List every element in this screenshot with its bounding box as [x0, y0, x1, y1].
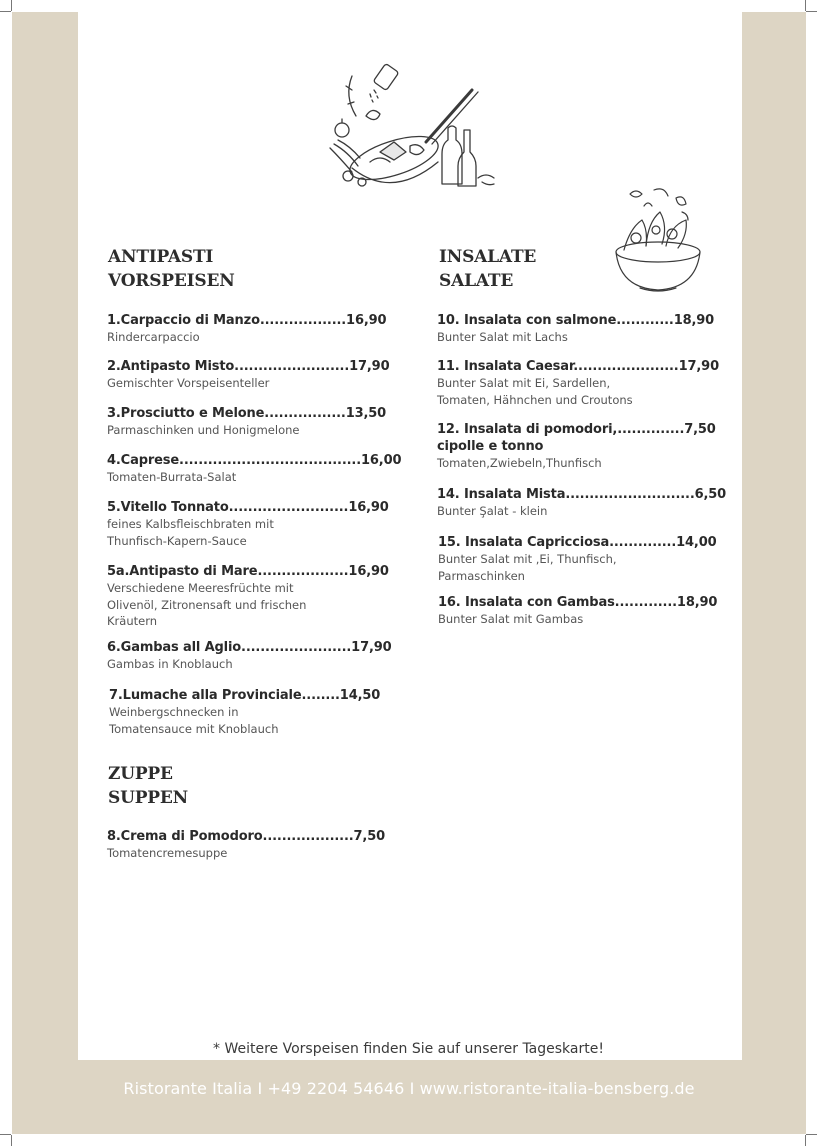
menu-item: [437, 358, 719, 408]
menu-item-name: 8.Crema di Pomodoro...................7,50: [107, 829, 386, 844]
insalate-title-line2: SALATE: [439, 271, 514, 291]
menu-item: [107, 499, 389, 549]
menu-item-desc: Verschiedene Meeresfrüchte mit Olivenöl, Zitronensaft und frischen Kräutern: [107, 581, 307, 628]
crop-mark: [0, 1134, 11, 1135]
menu-item: [107, 828, 385, 862]
menu-item: [107, 563, 389, 630]
menu-item-name: 2.Antipasto Misto........................17,90: [107, 359, 390, 374]
menu-item: [438, 534, 717, 584]
antipasti-title-line1: ANTIPASTI: [108, 247, 214, 267]
menu-item-name: 4.Caprese......................................16,00: [107, 453, 402, 468]
menu-item: [107, 312, 386, 346]
zuppe-title-line1: ZUPPE: [108, 764, 173, 784]
menu-item: [109, 687, 380, 737]
menu-item-desc: Gemischter Vorspeisenteller: [107, 376, 270, 390]
crop-mark: [11, 0, 12, 11]
menu-item-desc: Bunter Salat mit Gambas: [438, 612, 584, 626]
crop-mark: [806, 1134, 817, 1135]
menu-item-name: 10. Insalata con salmone............18,90: [437, 313, 715, 328]
menu-item-desc: feines Kalbsfleischbraten mit Thunfisch-Kapern-Sauce: [107, 517, 274, 548]
menu-item-desc: Tomatencremesuppe: [107, 846, 228, 860]
menu-item: [107, 405, 386, 439]
menu-item: [438, 594, 717, 628]
menu-item-desc: Bunter Salat mit Lachs: [437, 330, 568, 344]
menu-item: [437, 312, 714, 346]
menu-item-desc: Bunter Salat mit ,Ei, Thunfisch, Parmaschinken: [438, 552, 617, 583]
right-beige-border: [742, 12, 806, 1134]
crop-mark: [805, 0, 806, 11]
menu-item: [437, 421, 716, 472]
menu-item-name: 15. Insalata Capricciosa..............14,00: [438, 535, 717, 550]
menu-item-name: 1.Carpaccio di Manzo..................16,90: [107, 313, 387, 328]
footer-contact: Ristorante Italia I +49 2204 54646 I www.ristorante-italia-bensberg.de: [123, 1079, 695, 1098]
menu-item-desc: Tomaten-Burrata-Salat: [107, 470, 237, 484]
menu-item: [107, 452, 401, 486]
antipasti-title-line2: VORSPEISEN: [108, 271, 235, 291]
menu-item-desc: Weinbergschnecken in Tomatensauce mit Knoblauch: [109, 705, 279, 736]
menu-item: [107, 358, 389, 392]
menu-item-desc: Bunter Salat mit Ei, Sardellen, Tomaten, Hähnchen und Croutons: [437, 376, 633, 407]
salad-bowl-illustration: [610, 184, 706, 296]
menu-item-name: 5.Vitello Tonnato.........................16,90: [107, 500, 389, 515]
daily-menu-note: * Weitere Vorspeisen finden Sie auf unserer Tageskarte!: [213, 1041, 604, 1057]
menu-item-name: 16. Insalata con Gambas.............18,90: [438, 595, 718, 610]
menu-item-name: 3.Prosciutto e Melone.................13,50: [107, 406, 387, 421]
menu-item: [437, 486, 726, 520]
crop-mark: [806, 11, 817, 12]
menu-item-desc: Bunter Şalat - klein: [437, 504, 548, 518]
crop-mark: [0, 11, 11, 12]
menu-item-desc: Rindercarpaccio: [107, 330, 200, 344]
crop-mark: [805, 1135, 806, 1146]
menu-item-desc: Gambas in Knoblauch: [107, 657, 233, 671]
crop-mark: [11, 1135, 12, 1146]
menu-item-desc: Parmaschinken und Honigmelone: [107, 423, 300, 437]
insalate-title-line1: INSALATE: [439, 247, 537, 267]
menu-item-name: 11. Insalata Caesar......................17,90: [437, 359, 719, 374]
antipasti-heading: [108, 245, 235, 293]
menu-item-name: 5a.Antipasto di Mare...................16,90: [107, 564, 389, 579]
zuppe-heading: [108, 762, 188, 810]
menu-item-name: 6.Gambas all Aglio.......................17,90: [107, 640, 392, 655]
cooking-pan-illustration: [322, 60, 500, 198]
zuppe-title-line2: SUPPEN: [108, 788, 188, 808]
menu-item-name: 12. Insalata di pomodori,..............7,50 cipolle e tonno: [437, 422, 716, 454]
menu-item-name: 14. Insalata Mista...........................6,50: [437, 487, 727, 502]
menu-item-desc: Tomaten,Zwiebeln,Thunfisch: [437, 456, 602, 470]
menu-item: [107, 639, 392, 673]
left-beige-border: [12, 12, 78, 1134]
menu-item-name: 7.Lumache alla Provinciale........14,50: [109, 688, 381, 703]
insalate-heading: [439, 245, 536, 293]
